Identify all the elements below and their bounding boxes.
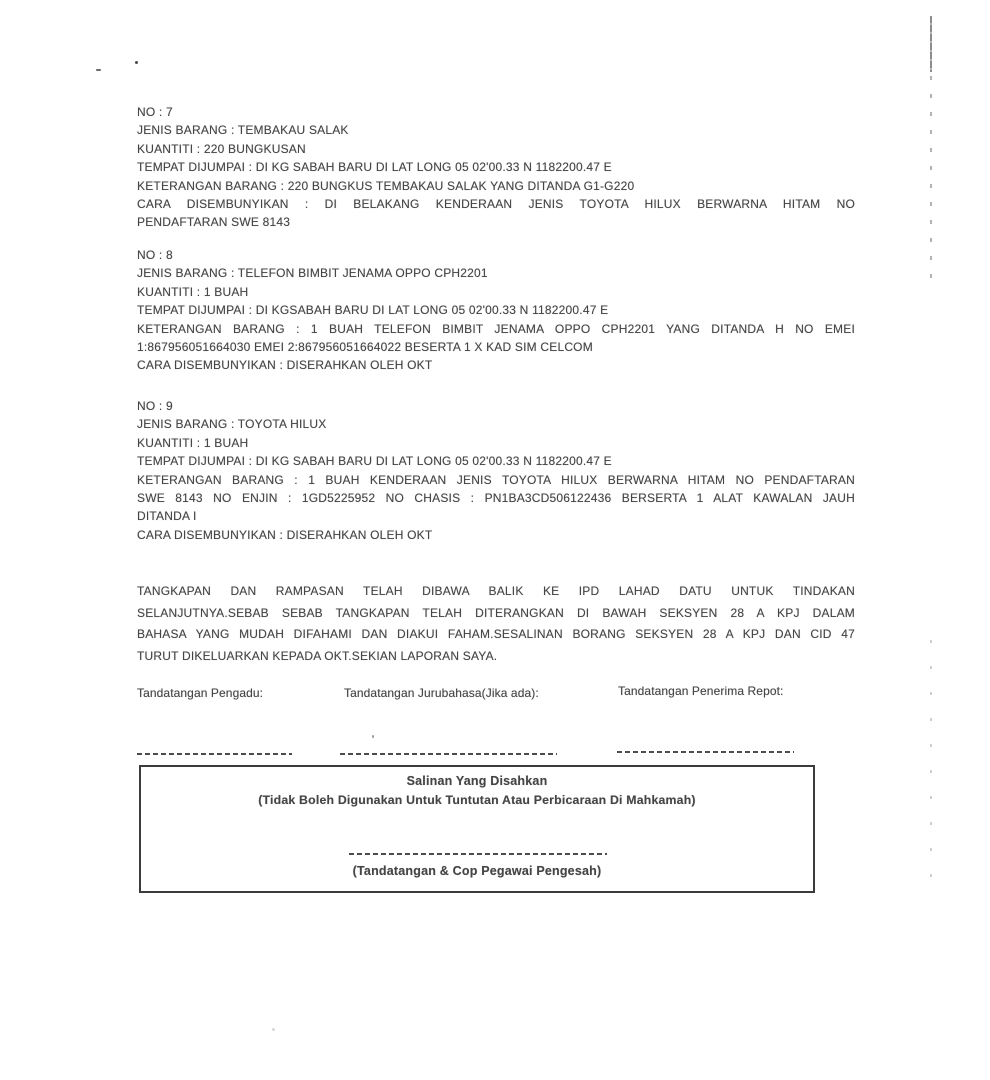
jurubahasa-signature-label: Tandatangan Jurubahasa(Jika ada): [344, 686, 539, 700]
jenis-barang-line: JENIS BARANG : TEMBAKAU SALAK [137, 123, 349, 138]
keterangan-barang-line: SWE 8143 NO ENJIN : 1GD5225952 NO CHASIS : PN1BA3CD506122436 BERSERTA 1 ALAT KAWALAN JAUH [137, 491, 855, 506]
seized-item-section-9 [137, 397, 855, 544]
scan-artifact-dot [135, 61, 138, 64]
seized-item-section-8 [137, 246, 855, 375]
scan-artifact-dot [272, 1028, 275, 1031]
cara-disembunyikan-line: PENDAFTARAN SWE 8143 [137, 215, 291, 230]
jenis-barang-line: JENIS BARANG : TOYOTA HILUX [137, 417, 327, 432]
pengesah-signature-caption: (Tandatangan & Cop Pegawai Pengesah) [352, 864, 602, 878]
closing-paragraph-line: BAHASA YANG MUDAH DIFAHAMI DAN DIAKUI FAHAM.SESALINAN BORANG SEKSYEN 28 A KPJ DAN CID 47 [137, 627, 855, 642]
closing-paragraph-line: TURUT DIKELUARKAN KEPADA OKT.SEKIAN LAPORAN SAYA. [137, 649, 498, 664]
scan-edge-line [930, 16, 932, 72]
cara-disembunyikan-line: CARA DISEMBUNYIKAN : DI BELAKANG KENDERAAN JENIS TOYOTA HILUX BERWARNA HITAM NO [137, 197, 855, 212]
keterangan-barang-line: DITANDA I [137, 509, 197, 524]
scan-artifact-dash [96, 69, 101, 71]
scan-edge-line [930, 640, 932, 880]
cara-disembunyikan-line: CARA DISEMBUNYIKAN : DISERAHKAN OLEH OKT [137, 527, 433, 542]
keterangan-barang-line: KETERANGAN BARANG : 1 BUAH TELEFON BIMBIT JENAMA OPPO CPH2201 YANG DITANDA H NO EMEI [137, 321, 855, 336]
item-no-line: NO : 9 [137, 399, 173, 413]
seized-item-section-7 [137, 103, 855, 232]
kuantiti-line: KUANTITI : 1 BUAH [137, 435, 249, 450]
item-no-line: NO : 7 [137, 105, 173, 119]
pengadu-signature-label: Tandatangan Pengadu: [137, 686, 264, 700]
certified-copy-disclaimer: (Tidak Boleh Digunakan Untuk Tuntutan Atau Perbicaraan Di Mahkamah) [258, 793, 696, 807]
kuantiti-line: KUANTITI : 1 BUAH [137, 284, 249, 299]
keterangan-barang-line: KETERANGAN BARANG : 1 BUAH KENDERAAN JENIS TOYOTA HILUX BERWARNA HITAM NO PENDAFTARAN [137, 472, 855, 487]
tempat-dijumpai-line: TEMPAT DIJUMPAI : DI KG SABAH BARU DI LAT LONG 05 02'00.33 N 1182200.47 E [137, 160, 612, 175]
tempat-dijumpai-line: TEMPAT DIJUMPAI : DI KGSABAH BARU DI LAT LONG 05 02'00.33 N 1182200.47 E [137, 303, 609, 318]
scan-edge-line [930, 76, 932, 292]
penerima-repot-signature-line [617, 751, 794, 753]
pengesah-signature-line [349, 853, 607, 855]
jurubahasa-signature-line [340, 753, 557, 755]
closing-paragraph [137, 581, 855, 668]
tempat-dijumpai-line: TEMPAT DIJUMPAI : DI KG SABAH BARU DI LAT LONG 05 02'00.33 N 1182200.47 E [137, 454, 612, 469]
cara-disembunyikan-line: CARA DISEMBUNYIKAN : DISERAHKAN OLEH OKT [137, 358, 433, 373]
kuantiti-line: KUANTITI : 220 BUNGKUSAN [137, 141, 306, 156]
item-no-line: NO : 8 [137, 248, 173, 262]
closing-paragraph-line: SELANJUTNYA.SEBAB SEBAB TANGKAPAN TELAH DITERANGKAN DI BAWAH SEKSYEN 28 A KPJ DALAM [137, 605, 855, 620]
certified-copy-box [139, 765, 815, 893]
scan-artifact-dot [372, 735, 374, 738]
jenis-barang-line: JENIS BARANG : TELEFON BIMBIT JENAMA OPPO CPH2201 [137, 266, 488, 281]
closing-paragraph-line: TANGKAPAN DAN RAMPASAN TELAH DIBAWA BALIK KE IPD LAHAD DATU UNTUK TINDAKAN [137, 584, 855, 598]
penerima-repot-signature-label: Tandatangan Penerima Repot: [618, 684, 784, 698]
keterangan-barang-line: KETERANGAN BARANG : 220 BUNGKUS TEMBAKAU SALAK YANG DITANDA G1-G220 [137, 178, 635, 193]
certified-copy-title: Salinan Yang Disahkan [406, 774, 548, 788]
pengadu-signature-line [137, 753, 292, 755]
keterangan-barang-line: 1:867956051664030 EMEI 2:867956051664022 BESERTA 1 X KAD SIM CELCOM [137, 340, 593, 355]
